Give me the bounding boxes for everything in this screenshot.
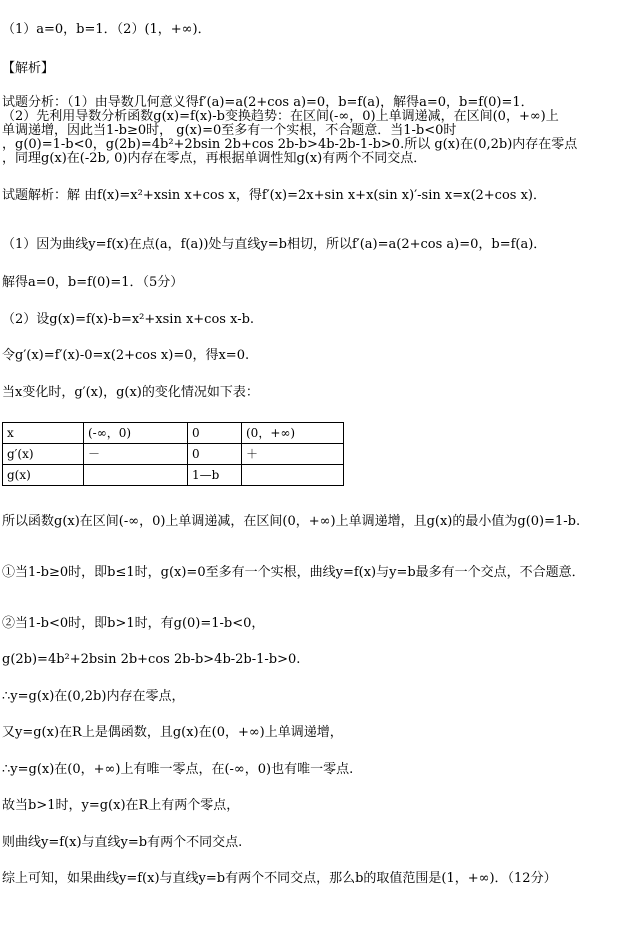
solution-part-1: （1）因为曲线y=f(x)在点(a，f(a))处与直线y=b相切，所以f′(a)=a(2+cos a)=0，b=f(a)．: [2, 237, 547, 252]
solution-result-1: 解得a=0，b=f(0)=1．（5分）: [2, 275, 184, 290]
solution-intro: 试题解析：解 由f(x)=x²+xsin x+cos x，得f′(x)=2x+sin x+x(sin x)′-sin x=x(2+cos x)．: [2, 188, 546, 203]
unique-zeros: ∴y=g(x)在(0，+∞)上有唯一零点，在(-∞，0)也有唯一零点.: [2, 762, 354, 777]
case-1: ①当1-b≥0时，即b≤1时，g(x)=0至多有一个实根，曲线y=f(x)与y=b最多有一个交点，不合题意．: [2, 565, 585, 580]
analysis-line-2: （2）先利用导数分析函数g(x)=f(x)-b变换趋势：在区间(-∞，0)上单调递减，在区间(0，+∞)上: [2, 109, 559, 124]
zero-exists: ∴y=g(x)在(0,2b)内存在零点，: [2, 689, 185, 704]
final-conclusion: 综上可知，如果曲线y=f(x)与直线y=b有两个不同交点，那么b的取值范围是(1，+∞)．（12分）: [2, 871, 557, 886]
table-cell: [242, 465, 344, 486]
derivative-zero: 令g′(x)=f′(x)-0=x(2+cos x)=0，得x=0.: [2, 348, 250, 363]
table-cell: x: [3, 423, 84, 444]
table-cell: g(x): [3, 465, 84, 486]
table-intro: 当x变化时，g′(x)，g(x)的变化情况如下表：: [2, 385, 259, 400]
table-cell: [84, 465, 188, 486]
case-2: ②当1-b<0时，即b>1时，有g(0)=1-b<0，: [2, 616, 265, 631]
table-cell: －: [84, 444, 188, 465]
table-cell: (0，+∞): [242, 423, 344, 444]
two-intersections: 则曲线y=f(x)与直线y=b有两个不同交点.: [2, 835, 243, 850]
analysis-line-3: 单调递增，因此当1-b≥0时， g(x)=0至多有一个实根，不合题意．当1-b<0时: [2, 123, 457, 138]
table-row: [3, 423, 344, 444]
table-row: [3, 465, 344, 486]
two-zeros: 故当b>1时，y=g(x)在R上有两个零点，: [2, 798, 240, 813]
section-title: 【解析】: [2, 61, 55, 76]
analysis-line-1: 试题分析：（1）由导数几何意义得f′(a)=a(2+cos a)=0，b=f(a)，解得a=0，b=f(0)=1．: [2, 95, 534, 110]
analysis-line-4: ，g(0)=1-b<0，g(2b)=4b²+2bsin 2b+cos 2b-b>4b-2b-1-b>0.所以 g(x)在(0,2b)内存在零点: [2, 137, 578, 152]
variation-table: [2, 422, 344, 486]
table-cell: ＋: [242, 444, 344, 465]
table-cell: 1—b: [188, 465, 242, 486]
table-row: [3, 444, 344, 465]
monotonicity-conclusion: 所以函数g(x)在区间(-∞，0)上单调递减，在区间(0，+∞)上单调递增，且g(x)的最小值为g(0)=1-b.: [2, 514, 581, 529]
table-cell: 0: [188, 444, 242, 465]
solution-part-2: （2）设g(x)=f(x)-b=x²+xsin x+cos x-b.: [2, 312, 255, 327]
table-cell: (-∞，0): [84, 423, 188, 444]
table-cell: g′(x): [3, 444, 84, 465]
g2b-inequality: g(2b)=4b²+2bsin 2b+cos 2b-b>4b-2b-1-b>0.: [2, 652, 301, 667]
analysis-line-5: ，同理g(x)在(-2b, 0)内存在零点，再根据单调性知g(x)有两个不同交点．: [2, 151, 427, 166]
even-function: 又y=g(x)在R上是偶函数，且g(x)在(0，+∞)上单调递增，: [2, 725, 343, 740]
table-cell: 0: [188, 423, 242, 444]
answer-line: （1）a=0，b=1．（2）(1，+∞)．: [2, 22, 211, 37]
